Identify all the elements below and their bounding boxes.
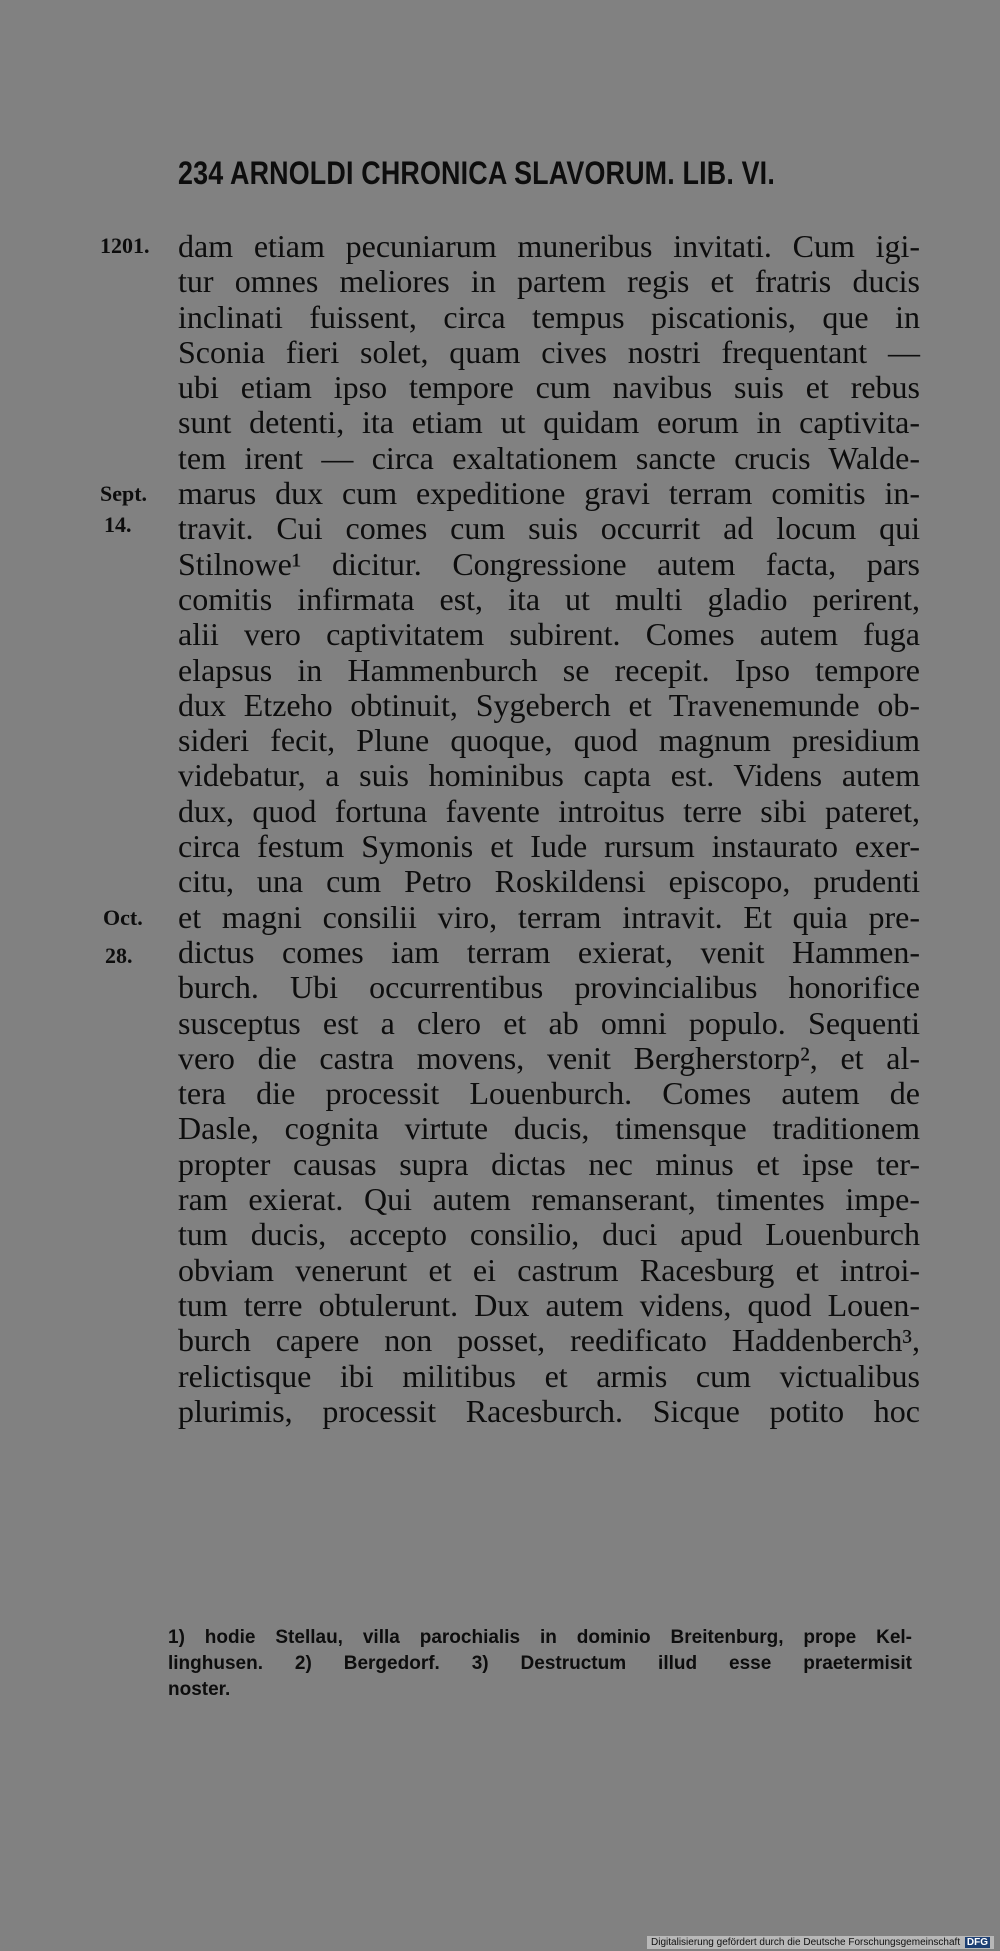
text-line: tem irent — circa exaltationem sancte crucis Walde-: [178, 439, 920, 476]
text-line: alii vero captivitatem subirent. Comes autem fuga: [178, 616, 920, 653]
margin-year: 1201.: [100, 233, 150, 258]
digitization-credit: [647, 1936, 994, 1949]
text-line: burch. Ubi occurrentibus provincialibus honorifice: [178, 969, 920, 1006]
text-line: sideri fecit, Plune quoque, quod magnum presidium: [178, 722, 920, 759]
footnote-line: 1) hodie Stellau, villa parochialis in dominio Breitenburg, prope Kel-: [168, 1627, 912, 1648]
body-text: [178, 229, 920, 1429]
text-line: et magni consilii viro, terram intravit. Et quia pre-: [178, 898, 920, 935]
text-line: marus dux cum expeditione gravi terram comitis in-: [178, 475, 920, 512]
text-line: ram exierat. Qui autem remanserant, timentes impe-: [178, 1181, 920, 1218]
text-line: comitis infirmata est, ita ut multi gladio perirent,: [178, 580, 920, 617]
text-line: dam etiam pecuniarum muneribus invitati. Cum igi-: [178, 228, 920, 264]
text-line: burch capere non posset, reedificato Haddenberch³,: [178, 1322, 920, 1359]
margin-sept-day: 14.: [104, 512, 132, 537]
text-line: sunt detenti, ita etiam ut quidam eorum in captivita-: [178, 404, 920, 441]
text-line: propter causas supra dictas nec minus et ipse ter-: [178, 1145, 920, 1182]
text-line: Dasle, cognita virtute ducis, timensque traditionem: [178, 1110, 920, 1147]
credit-text: Digitalisierung gefördert durch die Deutsche Forschungsgemeinschaft: [651, 1937, 961, 1948]
text-line: tur omnes meliores in partem regis et fratris ducis: [178, 263, 920, 300]
text-line: videbatur, a suis hominibus capta est. Videns autem: [178, 757, 920, 794]
text-line: circa festum Symonis et Iude rursum instaurato exer-: [178, 828, 920, 865]
text-line: dictus comes iam terram exierat, venit Hammen-: [178, 933, 920, 970]
footnote-line: linghusen. 2) Bergedorf. 3) Destructum illud esse praetermisit: [168, 1653, 912, 1674]
text-line: tera die processit Louenburch. Comes autem de: [178, 1075, 920, 1112]
footnotes: [168, 1625, 912, 1703]
text-line: inclinati fuissent, circa tempus piscationis, que in: [178, 298, 920, 335]
text-line: plurimis, processit Racesburch. Sicque potito hoc: [178, 1392, 920, 1429]
text-line: obviam venerunt et ei castrum Racesburg et introi-: [178, 1251, 920, 1288]
page-header: 234 ARNOLDI CHRONICA SLAVORUM. LIB. VI.: [178, 155, 775, 191]
margin-oct: Oct.: [103, 905, 143, 930]
text-line: tum ducis, accepto consilio, duci apud Louenburch: [178, 1216, 920, 1253]
margin-sept: Sept.: [100, 481, 148, 506]
text-line: susceptus est a clero et ab omni populo. Sequenti: [178, 1004, 920, 1041]
text-line: ubi etiam ipso tempore cum navibus suis et rebus: [178, 369, 920, 406]
margin-oct-day: 28.: [105, 943, 133, 968]
footnote-line: noster.: [168, 1679, 231, 1700]
text-line: tum terre obtulerunt. Dux autem videns, quod Louen-: [178, 1286, 920, 1323]
text-line: dux Etzeho obtinuit, Sygeberch et Travenemunde ob-: [178, 686, 920, 723]
text-line: dux, quod fortuna favente introitus terre sibi pateret,: [178, 792, 920, 829]
text-line: Sconia fieri solet, quam cives nostri frequentant —: [178, 333, 920, 370]
dfg-logo: DFG: [966, 1937, 988, 1948]
text-line: vero die castra movens, venit Bergherstorp², et al-: [178, 1039, 920, 1076]
text-line: elapsus in Hammenburch se recepit. Ipso tempore: [178, 651, 920, 688]
text-line: relictisque ibi militibus et armis cum victualibus: [178, 1357, 920, 1394]
text-line: Stilnowe¹ dicitur. Congressione autem facta, pars: [178, 545, 920, 582]
text-line: citu, una cum Petro Roskildensi episcopo, prudenti: [178, 863, 920, 900]
text-line: travit. Cui comes cum suis occurrit ad locum qui: [178, 510, 920, 547]
